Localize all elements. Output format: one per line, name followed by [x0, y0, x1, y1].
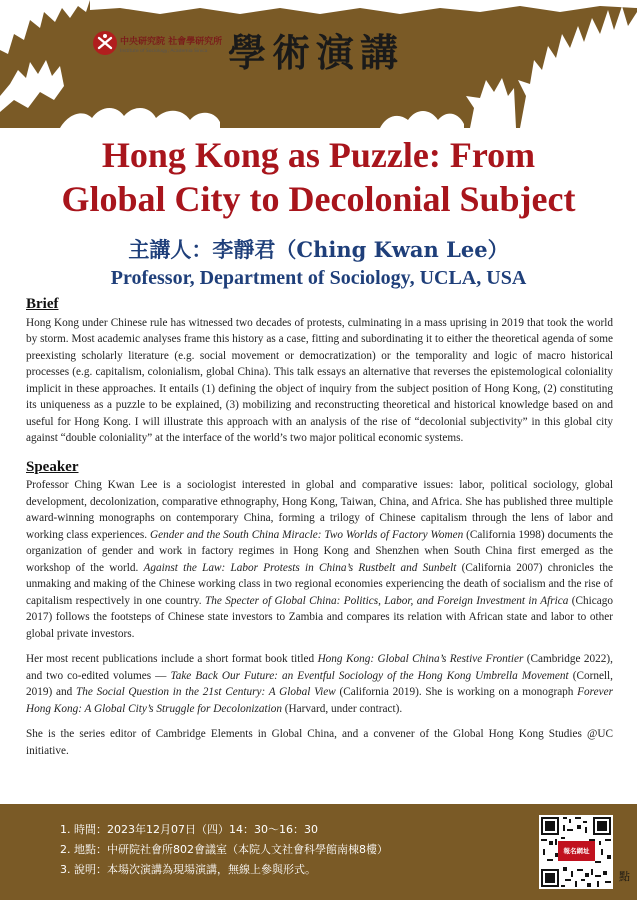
event-note: 3. 說明：本場次演講為現場演講，無線上參與形式。	[60, 863, 316, 876]
qr-registration-label: 報名網址	[558, 841, 595, 861]
event-details	[60, 820, 388, 880]
speaker-bio-paragraph-1	[26, 477, 613, 642]
book-title: The Specter of Global China: Politics, Labor, and Foreign Investment in Africa	[204, 594, 569, 607]
logo-org-chinese: 中央研究院 社會學研究所	[120, 37, 223, 47]
book-title: Gender and the South China Miracle: Two Worlds of Factory Women	[150, 528, 464, 541]
brief-paragraph: Hong Kong under Chinese rule has witnessed two decades of protests, culminating in a mass uprising in 2019 that took the world by storm. Most academic analyses frame this history as a case, fitting and subordinating it to either the theoretical agenda of some preexisting scholarly literature (e.g. social movement or democratization) or the temporality and logic of macro historical processes (e.g. capitalism, colonialism, global China). This talk essays an alternative that reverses the epistemological coloniality implicit in these approaches. It entails (1) defining the object of inquiry from the subject position of Hong Kong, (2) constituting its uniqueness as a puzzle to be explained, (3) mobilizing and reconstructing theoretical and historical knowledge based on and useful for Hong Kong. I will illustrate this approach with an analysis of the rise of “decolonial subjectivity” in this global city against “double coloniality” at the interface of the world’s two major political economic systems.	[26, 316, 613, 444]
speaker-name: 主講人：李靜君（Ching Kwan Lee）	[128, 237, 509, 262]
institute-logo	[92, 30, 223, 64]
institute-emblem-icon	[92, 30, 118, 56]
book-title: The Social Question in the 21st Century: A Global View	[75, 686, 336, 698]
bio-text: (Harvard, under contract).	[281, 702, 403, 715]
lecture-banner-title: 學術演講	[228, 30, 405, 75]
bio-text: (California 1998) documents the organization of gender and work in factory regimes in Hong Kong and Shenzhen when South China first emerged as the workshop of the world.	[26, 528, 613, 574]
main-content	[26, 296, 613, 759]
bio-text: (California 2019). She is working on a monograph	[335, 686, 578, 698]
header-banner	[0, 0, 637, 128]
lecture-title-line-1: Hong Kong as Puzzle: From	[101, 135, 536, 175]
speaker-bio-paragraph-2	[26, 651, 613, 717]
bio-text: (California 2007) chronicles the unmaking and making of the Chinese working class in two regional economies experiencing the death of socialism and the rise of capitalism respectively in one country.	[26, 561, 613, 607]
bio-text: Professor Ching Kwan Lee is a sociologist interested in global and comparative issues: labor, political sociology, global development, decolonization, comparative ethnography, Hong Kong, Taiwan, China, and Africa. She has published three multiple award-winning monographs on contemporary China, forming a trilogy of Chinese capitalism through the lens of labor and working class experiences.	[26, 479, 613, 541]
corner-text: 點	[619, 870, 630, 883]
bio-text: Her most recent publications include a short format book titled	[26, 653, 318, 665]
speaker-bio-paragraph-3: She is the series editor of Cambridge Elements in Global China, and a convener of the Global Hong Kong Studies @UC initiative.	[26, 728, 613, 757]
brief-heading: Brief	[26, 296, 59, 312]
bio-text: (Cambridge 2022), and two co-edited volumes —	[26, 653, 613, 682]
book-title: Against the Law: Labor Protests in China’s Rustbelt and Sunbelt	[143, 561, 457, 574]
event-info-footer	[0, 804, 637, 900]
book-title: Hong Kong: Global China’s Restive Frontier	[317, 653, 524, 665]
book-title: Forever Hong Kong: A Global City’s Struggle for Decolonization	[26, 686, 613, 715]
bio-text: (Cornell, 2019) and	[26, 669, 613, 698]
speaker-position: Professor, Department of Sociology, UCLA, USA	[110, 267, 527, 289]
logo-org-english: Institute of Sociology, Academia Sinica	[120, 49, 208, 54]
bio-text: (Chicago 2017) follows the footsteps of Chinese state investors to Zambia and compares its relation with African state and labor to other global private investors.	[26, 594, 614, 640]
book-title: Take Back Our Future: an Eventful Sociology of the Hong Kong Umbrella Movement	[170, 669, 569, 682]
lecture-title	[0, 133, 637, 221]
speaker-heading: Speaker	[26, 458, 79, 475]
event-time: 1. 時間：2023年12月07日（四）14：30～16：30	[60, 823, 318, 836]
lecture-title-line-2: Global City to Decolonial Subject	[61, 179, 576, 219]
event-place: 2. 地點：中研院社會所802會議室（本院人文社會科學館南棟8樓）	[60, 843, 388, 856]
